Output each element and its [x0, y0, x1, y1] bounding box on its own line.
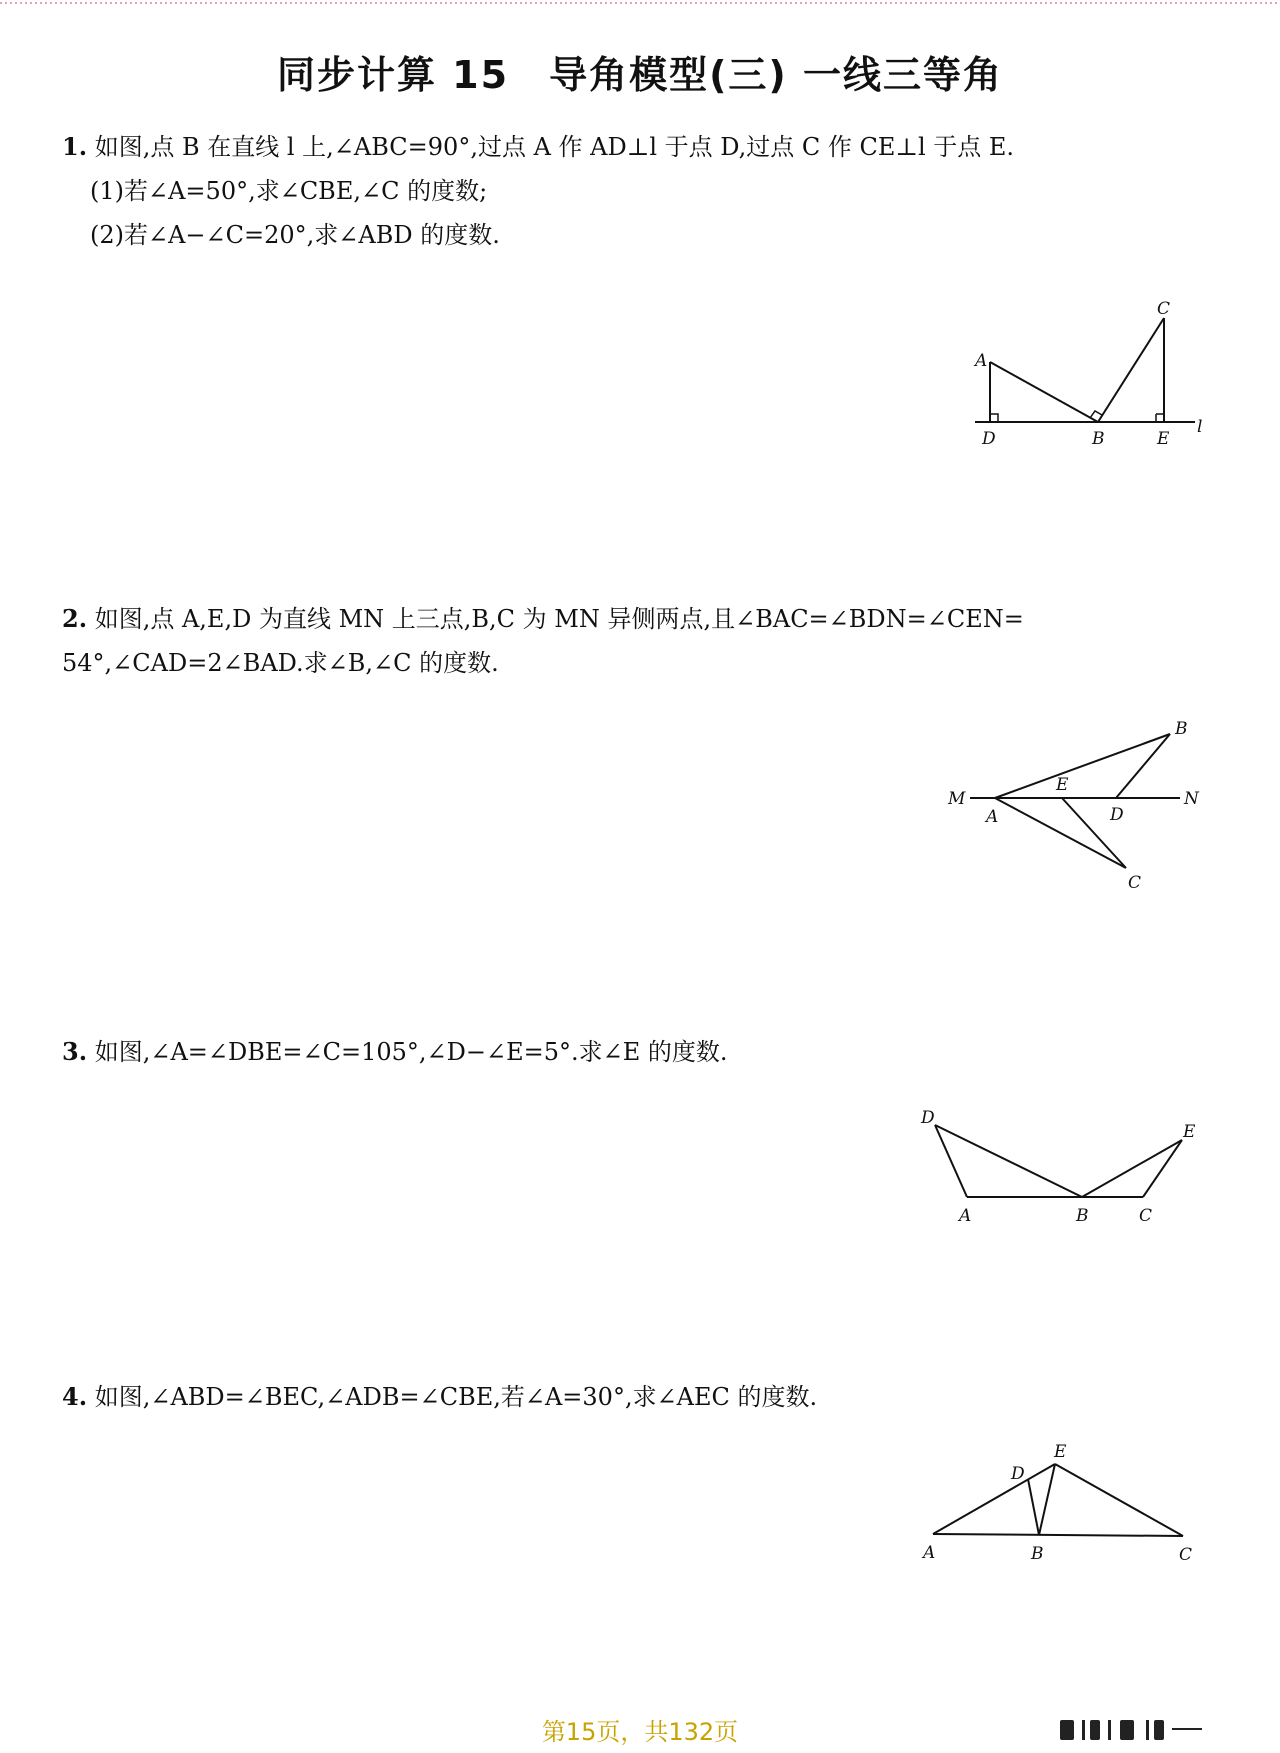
- segment-ab: [990, 362, 1098, 422]
- problem-number: 1.: [62, 132, 88, 161]
- label-e: E: [1157, 429, 1170, 449]
- segment-ac: [995, 798, 1126, 868]
- figure-2: [940, 719, 1210, 893]
- label-d: D: [921, 1108, 935, 1128]
- segment-be: [1082, 1140, 1182, 1197]
- page-title: 同步计算 15 导角模型(三) 一线三等角: [276, 53, 1004, 97]
- problem-2: [62, 597, 1212, 685]
- label-c: C: [1128, 873, 1142, 893]
- segment-be: [1039, 1464, 1055, 1535]
- label-b: B: [1175, 719, 1188, 739]
- problem-text: 如图,点 A,E,D 为直线 MN 上三点,B,C 为 MN 异侧两点,且∠BAC=∠BDN=∠CEN=: [94, 605, 1024, 633]
- problem-4-statement: [62, 1375, 1212, 1419]
- label-a: A: [959, 1206, 972, 1226]
- label-m: M: [948, 789, 966, 809]
- label-d: D: [1011, 1464, 1025, 1484]
- problem-text: 如图,点 B 在直线 l 上,∠ABC=90°,过点 A 作 AD⊥l 于点 D,过点 C 作 CE⊥l 于点 E.: [94, 133, 1015, 161]
- figure-1: [960, 290, 1220, 460]
- problem-1-part-1: (1)若∠A=50°,求∠CBE,∠C 的度数;: [90, 177, 488, 205]
- segment-db: [1028, 1479, 1039, 1535]
- problem-3: [62, 1030, 1212, 1074]
- label-e: E: [1056, 775, 1069, 795]
- segment-ec: [1055, 1464, 1183, 1536]
- segment-ec: [1143, 1140, 1182, 1197]
- label-e: E: [1183, 1122, 1196, 1142]
- problem-number: 2.: [62, 604, 88, 633]
- label-b: B: [1076, 1206, 1089, 1226]
- label-a: A: [986, 807, 999, 827]
- label-c: C: [1179, 1545, 1193, 1565]
- segment-db: [935, 1125, 1082, 1197]
- label-c: C: [1139, 1206, 1153, 1226]
- label-a: A: [923, 1543, 936, 1563]
- label-n: N: [1184, 789, 1199, 809]
- problem-4: [62, 1375, 1212, 1419]
- problem-1-statement: [62, 125, 1212, 169]
- problem-1: [62, 125, 1212, 257]
- scan-marks-icon: [1060, 1716, 1260, 1750]
- problem-text: 如图,∠ABD=∠BEC,∠ADB=∠CBE,若∠A=30°,求∠AEC 的度数.: [94, 1383, 818, 1411]
- label-d: D: [1110, 805, 1124, 825]
- label-l: l: [1197, 417, 1203, 437]
- problem-2-statement: [62, 597, 1212, 641]
- right-angle-mark-d: [990, 414, 998, 422]
- problem-number: 3.: [62, 1037, 88, 1066]
- label-b: B: [1031, 1544, 1044, 1564]
- label-e: E: [1054, 1442, 1067, 1462]
- problem-1-part-2: (2)若∠A−∠C=20°,求∠ABD 的度数.: [90, 221, 500, 249]
- segment-da: [935, 1125, 967, 1197]
- label-d: D: [982, 429, 996, 449]
- label-b: B: [1092, 429, 1105, 449]
- problem-text: 如图,∠A=∠DBE=∠C=105°,∠D−∠E=5°.求∠E 的度数.: [94, 1038, 728, 1066]
- top-border: [0, 0, 1280, 8]
- problem-number: 4.: [62, 1382, 88, 1411]
- figure-3: [915, 1105, 1215, 1230]
- label-a: A: [975, 351, 988, 371]
- segment-bc: [1098, 318, 1164, 422]
- figure-4: [915, 1442, 1215, 1572]
- label-c: C: [1157, 299, 1171, 319]
- problem-2-statement-cont: 54°,∠CAD=2∠BAD.求∠B,∠C 的度数.: [62, 649, 499, 677]
- segment-ac: [933, 1534, 1183, 1536]
- problem-3-statement: [62, 1030, 1212, 1074]
- page-footer: 第15页，共132页: [541, 1718, 739, 1746]
